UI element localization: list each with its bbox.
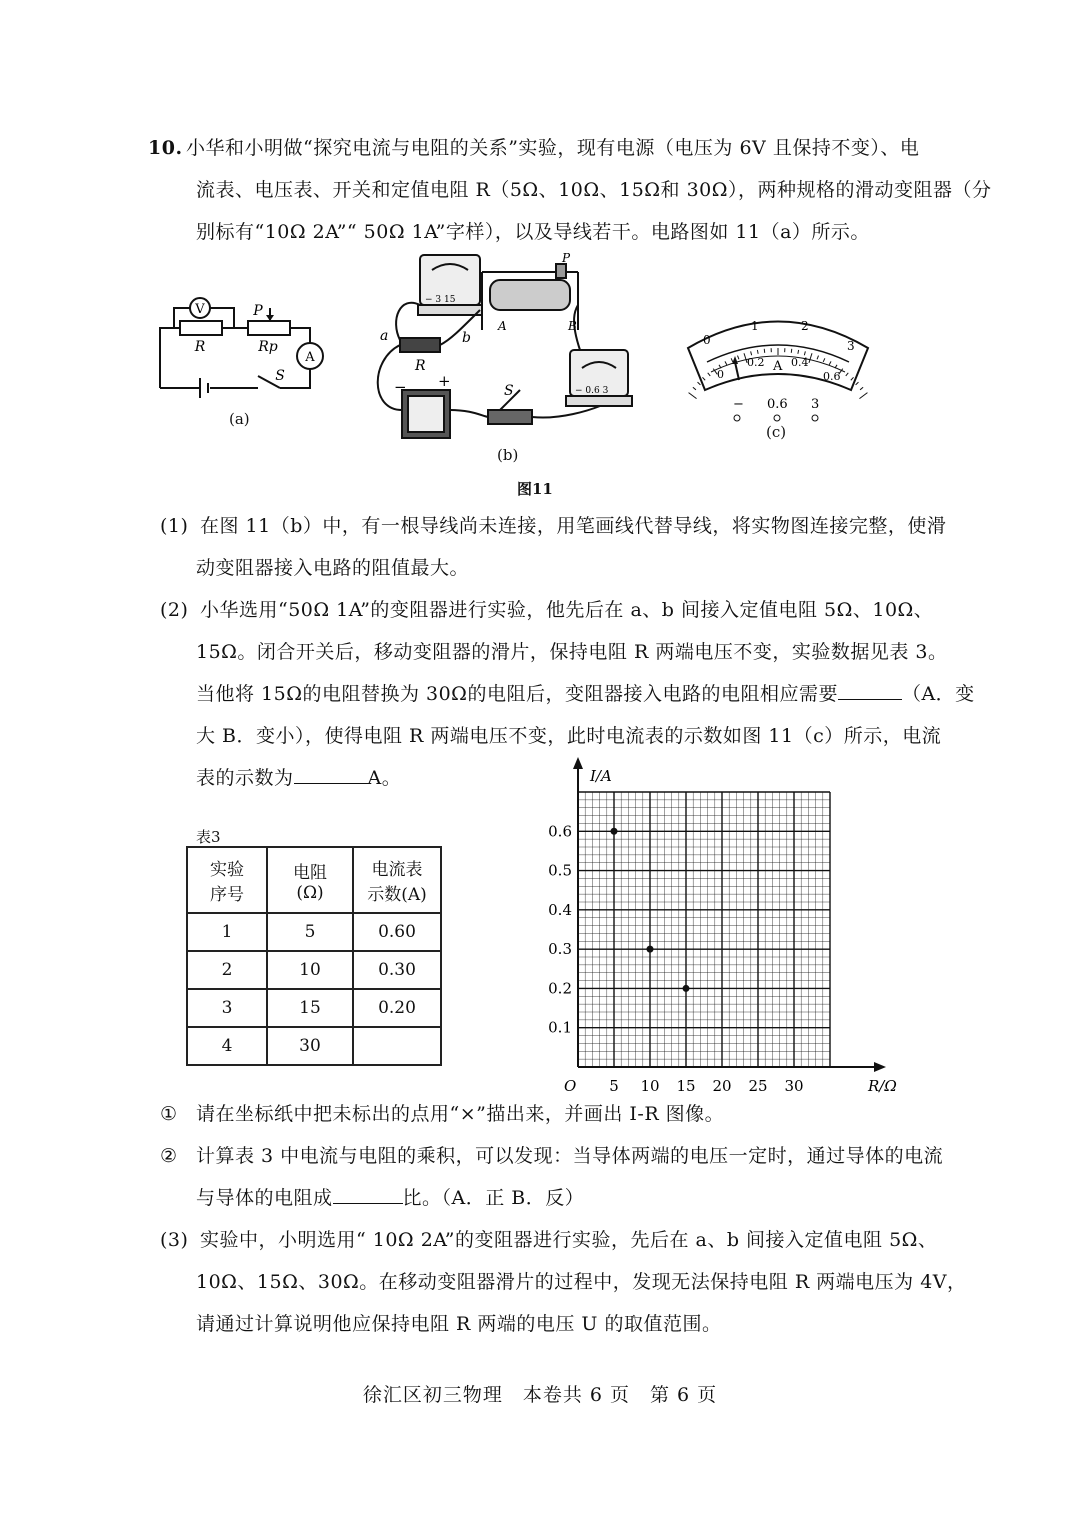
x-tick-label: 20 (712, 1077, 732, 1095)
part2-line-2: 15Ω。闭合开关后，移动变阻器的滑片，保持电阻 R 两端电压不变，实验数据见表 3。 (196, 641, 948, 663)
y-tick-label: 0.5 (548, 861, 572, 880)
table3-cell: 10 (267, 951, 353, 989)
dial-bottom-04: 0.4 (791, 356, 809, 369)
dial-tick (751, 351, 752, 355)
terminal-3 (812, 415, 818, 421)
x-tick-label: 5 (609, 1077, 619, 1095)
dial-top-3: 3 (847, 339, 855, 353)
dial-top-0: 0 (703, 333, 711, 347)
table3-cell: 4 (187, 1027, 267, 1065)
y-tick-label: 0.2 (548, 979, 572, 998)
part3-line-1: 实验中，小明选用“ 10Ω 2A”的变阻器进行实验，先后在 a、b 间接入定值电阻 5Ω、 (200, 1229, 938, 1251)
terminal-3-label: 3 (811, 397, 820, 412)
part2-line-5-tail: A。 (367, 767, 402, 789)
part3-line-2: 10Ω、15Ω、30Ω。在移动变阻器滑片的过程中，发现无法保持电阻 R 两端电压为 4V， (196, 1271, 967, 1293)
circuit-b-r-label: R (415, 358, 426, 374)
part3-line-3: 请通过计算说明他应保持电阻 R 两端的电压 U 的取值范围。 (196, 1313, 722, 1335)
dial-bottom-0: 0 (717, 368, 724, 381)
table3-cell: 3 (187, 989, 267, 1027)
part1-line-2: 动变阻器接入电路的阻值最大。 (196, 557, 470, 579)
dial-tick (829, 361, 831, 365)
sub-item-1-mark: ① (160, 1103, 178, 1125)
data-point (611, 828, 618, 835)
circuit-b-b-label: b (462, 330, 471, 346)
table3-cell: 0.30 (353, 951, 441, 989)
table3-cell[interactable] (353, 1027, 441, 1065)
part2-label: (2) (160, 599, 189, 621)
table3-cell: 5 (267, 913, 353, 951)
table3-cell: 1 (187, 913, 267, 951)
terminal-06-label: 0.6 (767, 397, 788, 412)
table3-header-cell: 电流表 示数(A) (353, 847, 441, 913)
question-number: 10. (148, 137, 183, 159)
answer-blank-resistance[interactable] (838, 681, 902, 700)
circuit-b-minus-label: − (394, 378, 407, 396)
y-tick-label: 0.1 (548, 1018, 572, 1037)
circuit-b-A-label: A (498, 319, 507, 333)
terminal-minus (734, 415, 740, 421)
table3-cell: 0.60 (353, 913, 441, 951)
x-axis-arrow (874, 1062, 886, 1072)
sub-item-2-mark: ② (160, 1145, 178, 1167)
x-tick-label: 10 (640, 1077, 660, 1095)
sub-item-2-line-2 (196, 1185, 584, 1211)
dial-top-1: 1 (751, 319, 759, 333)
dial-tick (817, 356, 818, 360)
y-tick-label: 0.4 (548, 900, 572, 919)
table-row (187, 989, 441, 1027)
circuit-b-P-label: P (562, 251, 571, 265)
dial-tick (851, 377, 854, 380)
terminal-06 (774, 415, 780, 421)
table3-cell: 2 (187, 951, 267, 989)
dial-tick (859, 393, 867, 399)
circuit-a-rp-label: Rp (258, 339, 278, 355)
dial-tick (804, 351, 805, 355)
intro-line-2: 流表、电压表、开关和定值电阻 R（5Ω、10Ω、15Ω和 30Ω），两种规格的滑动变阻器（分 (196, 179, 992, 201)
dial-tick (698, 382, 701, 385)
x-tick-label: 15 (676, 1077, 696, 1095)
table-row (187, 913, 441, 951)
circuit-a-v-label: V (195, 302, 205, 317)
x-tick-label: 25 (748, 1077, 768, 1095)
y-axis-label: I/A (590, 767, 612, 785)
figure-caption: 图11 (517, 480, 553, 498)
dial-tick (809, 353, 812, 363)
table3-header-cell: 电阻 (Ω) (267, 847, 353, 913)
part2-line-3-tail: （A．变 (901, 683, 975, 705)
y-axis-arrow (573, 757, 583, 769)
data-point (683, 985, 690, 992)
table3 (186, 846, 442, 1066)
dial-bottom-06: 0.6 (823, 370, 841, 383)
part1-label: (1) (160, 515, 189, 537)
answer-blank-proportion[interactable] (333, 1185, 403, 1204)
circuit-b-a-label: a (380, 328, 389, 344)
circuit-b-B-label: B (568, 319, 577, 333)
table3-cell: 30 (267, 1027, 353, 1065)
part2-line-4: 大 B．变小），使得电阻 R 两端电压不变，此时电流表的示数如图 11（c）所示，电流 (196, 725, 942, 747)
sub-item-2-tail: 比。（A．正 B．反） (402, 1187, 585, 1209)
circuit-a-p-label: P (253, 303, 263, 319)
table3-header-cell: 实验 序号 (187, 847, 267, 913)
circuit-a-s-label: S (275, 368, 285, 384)
dial-tick (856, 382, 859, 385)
dial-tick (757, 350, 758, 354)
part2-line-5-text: 表的示数为 (196, 767, 294, 789)
dial-tick (823, 358, 825, 362)
dial-tick (846, 373, 849, 376)
answer-blank-current[interactable] (294, 765, 368, 784)
y-tick-label: 0.6 (548, 822, 572, 841)
fig-a-label: (a) (229, 410, 250, 428)
intro-line-1: 小华和小明做“探究电流与电阻的关系”实验，现有电源（电压为 6V 且保持不变）、电 (186, 137, 920, 159)
part2-line-3 (196, 681, 975, 707)
part2-line-1: 小华选用“50Ω 1A”的变阻器进行实验，他先后在 a、b 间接入定值电阻 5Ω、10Ω、 (200, 599, 934, 621)
sub-item-1-text: 请在坐标纸中把未标出的点用“×”描出来，并画出 I-R 图像。 (196, 1103, 725, 1125)
x-axis-label: R/Ω (868, 1077, 897, 1095)
circuit-b-ammeter-terminals: − 0.6 3 (575, 386, 609, 396)
dial-tick (860, 387, 863, 390)
table-row (187, 1027, 441, 1065)
dial-tick (689, 393, 697, 399)
dial-tick (737, 356, 738, 360)
dial-tick (708, 373, 711, 376)
circuit-diagram-b (370, 250, 650, 445)
part1-line-1: 在图 11（b）中，有一根导线尚未连接，用笔画线代替导线，将实物图连接完整，使滑 (200, 515, 947, 537)
dial-tick (702, 377, 705, 380)
dial-unit: A (773, 359, 783, 374)
y-tick-label: 0.3 (548, 940, 572, 959)
circuit-b-voltmeter-terminals: − 3 15 (425, 295, 456, 305)
terminal-minus-label: − (733, 397, 744, 412)
page-footer: 徐汇区初三物理 本卷共 6 页 第 6 页 (362, 1384, 718, 1406)
x-tick-label: 30 (784, 1077, 804, 1095)
circuit-b-s-label: S (504, 383, 514, 399)
circuit-b-plus-label: + (438, 372, 451, 390)
dial-bottom-02: 0.2 (747, 356, 765, 369)
part3-label: (3) (160, 1229, 189, 1251)
circuit-a-r-label: R (194, 339, 206, 355)
sub-item-2-line-1: 计算表 3 中电流与电阻的乘积，可以发现：当导体两端的电压一定时，通过导体的电流 (196, 1145, 944, 1167)
dial-tick (798, 350, 799, 354)
table-row (187, 951, 441, 989)
sub-item-2-line-2-text: 与导体的电阻成 (196, 1187, 333, 1209)
i-r-graph[interactable] (540, 755, 897, 1100)
circuit-a-a-label: A (305, 350, 315, 365)
intro-line-3: 别标有“10Ω 2A”“ 50Ω 1A”字样），以及导线若干。电路图如 11（a）所示。 (196, 221, 870, 243)
data-point (647, 946, 654, 953)
fig-c-label: (c) (766, 423, 787, 441)
dial-top-2: 2 (801, 319, 809, 333)
table3-title: 表3 (196, 828, 221, 846)
table3-cell: 0.20 (353, 989, 441, 1027)
origin-label: O (564, 1077, 577, 1095)
table3-cell: 15 (267, 989, 353, 1027)
part2-line-3-text: 当他将 15Ω的电阻替换为 30Ω的电阻后，变阻器接入电路的电阻相应需要 (196, 683, 838, 705)
dial-tick (693, 387, 696, 390)
dial-tick (725, 361, 727, 365)
part2-line-5 (196, 765, 401, 791)
fig-b-label: (b) (497, 446, 519, 464)
dial-tick (731, 358, 733, 362)
